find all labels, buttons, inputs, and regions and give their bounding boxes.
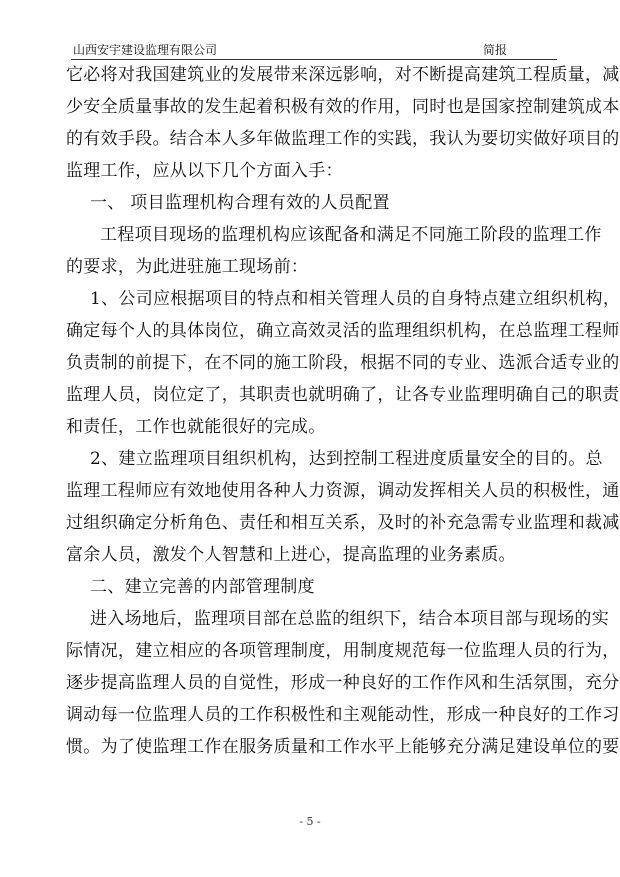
document-type: 简报 (483, 43, 508, 57)
paragraph-line: 2、建立监理项目组织机构，达到控制工程进度质量安全的目的。总 (90, 449, 603, 469)
paragraph-line: 进入场地后，监理项目部在总监的组织下，结合本项目部与现场的实 (90, 609, 609, 629)
paragraph-line: 过组织确定分析角色、责任和相互关系，及时的补充急需专业监理和裁减 (66, 513, 620, 533)
paragraph-line: 少安全质量事故的发生起着积极有效的作用，同时也是国家控制建筑成本 (66, 97, 620, 117)
paragraph-line: 际情况，建立相应的各项管理制度，用制度规范每一位监理人员的行为， (66, 641, 620, 661)
paragraph-line: 的要求，为此进驻施工现场前： (66, 257, 309, 277)
paragraph-line: 监理工程师应有效地使用各种人力资源，调动发挥相关人员的积极性，通 (66, 481, 620, 501)
paragraph-line: 富余人员，激发个人智慧和上进心，提高监理的业务素质。 (66, 545, 516, 565)
paragraph-line: 监理人员，岗位定了，其职责也就明确了，让各专业监理明确自己的职责 (66, 385, 620, 405)
paragraph-line: 惯。为了使监理工作在服务质量和工作水平上能够充分满足建设单位的要 (66, 737, 620, 757)
paragraph-line: 它必将对我国建筑业的发展带来深远影响，对不断提高建筑工程质量，减 (66, 65, 620, 85)
paragraph-line: 确定每个人的具体岗位，确立高效灵活的监理组织机构，在总监理工程师 (66, 321, 620, 341)
page-header (71, 40, 557, 60)
paragraph-line: 1、公司应根据项目的特点和相关管理人员的自身特点建立组织机构， (90, 289, 620, 309)
paragraph-line: 工程项目现场的监理机构应该配备和满足不同施工阶段的监理工作 (100, 225, 602, 245)
paragraph-line: 的有效手段。结合本人多年做监理工作的实践，我认为要切实做好项目的 (66, 129, 620, 149)
paragraph-line: 和责任，工作也就能很好的完成。 (66, 417, 326, 437)
section-heading: 二、建立完善的内部管理制度 (90, 577, 315, 597)
paragraph-line: 逐步提高监理人员的自觉性，形成一种良好的工作作风和生活氛围，充分 (66, 673, 620, 693)
page-number: - 5 - (299, 815, 321, 828)
document-body (66, 59, 620, 763)
paragraph-line: 调动每一位监理人员的工作积极性和主观能动性，形成一种良好的工作习 (66, 705, 620, 725)
company-name: 山西安宇建设监理有限公司 (73, 43, 218, 57)
paragraph-line: 监理工作，应从以下几个方面入手： (66, 161, 343, 181)
paragraph-line: 负责制的前提下，在不同的施工阶段，根据不同的专业、选派合适专业的 (66, 353, 620, 373)
section-heading: 一、 项目监理机构合理有效的人员配置 (90, 193, 390, 213)
